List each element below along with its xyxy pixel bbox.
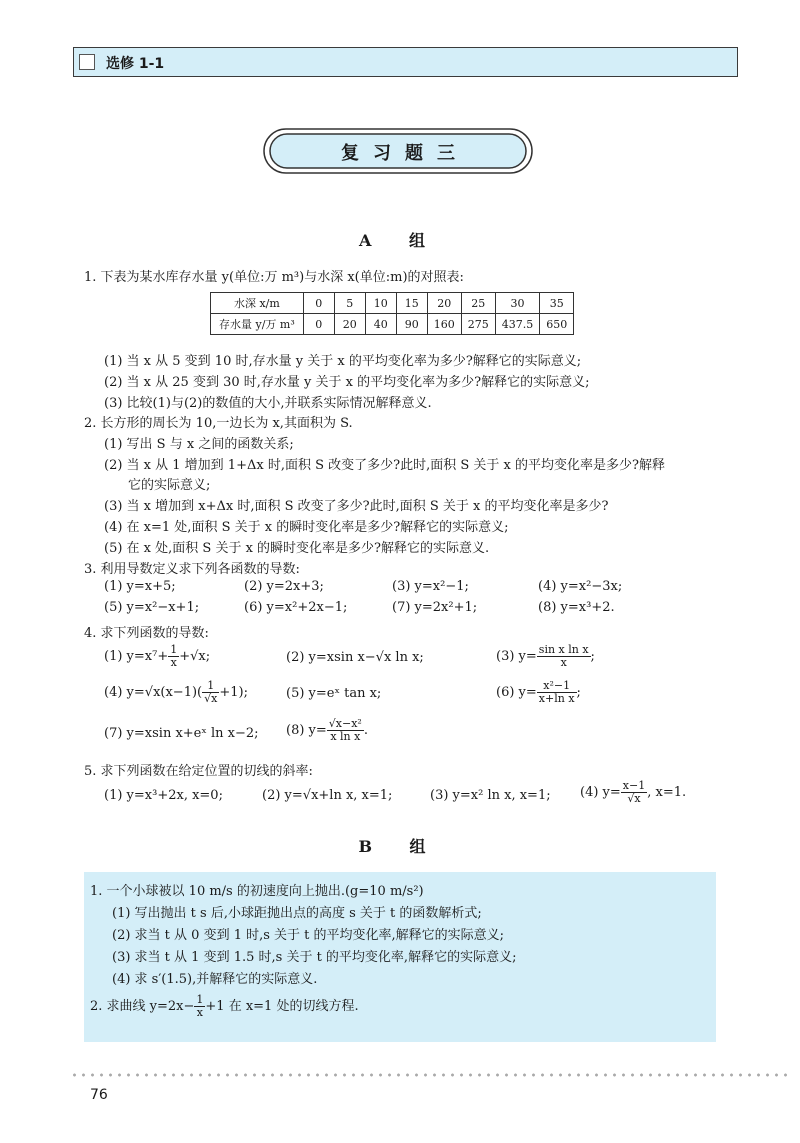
q3-item: (7) y=2x²+1; [392,600,478,615]
fraction [202,680,219,705]
denominator: x [560,656,567,669]
q4-item-5: (5) y=eˣ tan x; [286,686,382,701]
fraction [327,718,364,743]
expr-text: +1); [219,685,248,700]
q1-part-3: (3) 比较(1)与(2)的数值的大小,并联系实际情况解释意义. [104,396,432,411]
table-cell: 0 [303,314,334,335]
b1-part-3: (3) 求当 t 从 1 变到 1.5 时,s 关于 t 的平均变化率,解释它的实际意义; [112,950,517,965]
q4-item-7: (7) y=xsin x+eˣ ln x−2; [104,726,259,741]
table-cell: 35 [540,293,574,314]
page-number: 76 [90,1087,108,1103]
q4-item-3 [496,644,595,669]
table-cell: 15 [396,293,427,314]
b2-question [90,994,359,1019]
header-square-icon [79,54,95,70]
b1-part-4: (4) 求 s′(1.5),并解释它的实际意义. [112,972,318,987]
table-cell: 10 [365,293,396,314]
expr-text: , x=1. [647,785,687,800]
q5-item-2: (2) y=√x+ln x, x=1; [262,788,393,803]
numerator: 1 [196,993,204,1006]
data-table [210,292,574,335]
numerator: 1 [170,643,178,656]
fraction [194,994,205,1019]
q2-part-5: (5) 在 x 处,面积 S 关于 x 的瞬时变化率是多少?解释它的实际意义. [104,541,490,556]
table-cell: 20 [427,293,461,314]
q4-item-1 [104,644,210,669]
expr-text: . [363,723,368,738]
q3-item: (4) y=x²−3x; [538,579,623,594]
q4-item-2: (2) y=xsin x−√x ln x; [286,650,424,665]
expr-text: ; [576,685,581,700]
group-b-heading: B 组 [358,837,442,856]
expr-text: +√x; [179,649,211,664]
q2-part-1: (1) 写出 S 与 x 之间的函数关系; [104,437,294,452]
q3-item: (8) y=x³+2. [538,600,615,615]
table-cell: 5 [334,293,365,314]
fraction [621,780,647,805]
b1-stem: 1. 一个小球被以 10 m/s 的初速度向上抛出.(g=10 m/s²) [90,884,424,899]
q3-item: (1) y=x+5; [104,579,176,594]
denominator: √x [204,692,218,705]
q3-item: (6) y=x²+2x−1; [244,600,348,615]
b1-part-2: (2) 求当 t 从 0 变到 1 时,s 关于 t 的平均变化率,解释它的实际意义; [112,928,505,943]
numerator: √x−x² [328,717,362,730]
expr-text: (3) y= [496,649,537,664]
denominator: x+ln x [538,692,575,705]
q3-item: (3) y=x²−1; [392,579,469,594]
table-row-label: 存水量 y/万 m³ [211,314,304,335]
table-cell: 40 [365,314,396,335]
fraction [537,680,577,705]
q3-item: (2) y=2x+3; [244,579,324,594]
q2-part-2: (2) 当 x 从 1 增加到 1+Δx 时,面积 S 改变了多少?此时,面积 S 关于 x 的平均变化率是多少?解释 [104,458,665,473]
table-cell: 20 [334,314,365,335]
table-cell: 25 [461,293,495,314]
q1-part-2: (2) 当 x 从 25 变到 30 时,存水量 y 关于 x 的平均变化率为多少?解释它的实际意义; [104,375,590,390]
q2-part-2-cont: 它的实际意义; [128,478,211,493]
table-row-label: 水深 x/m [211,293,304,314]
b1-part-1: (1) 写出抛出 t s 后,小球距抛出点的高度 s 关于 t 的函数解析式; [112,906,482,921]
expr-text: 2. 求曲线 y=2x− [90,999,195,1014]
q2-stem: 2. 长方形的周长为 10,一边长为 x,其面积为 S. [84,416,353,431]
denominator: x [196,1006,204,1019]
q2-part-4: (4) 在 x=1 处,面积 S 关于 x 的瞬时变化率是多少?解释它的实际意义; [104,520,509,535]
table-cell: 650 [540,314,574,335]
page-title: 复习题三 [341,143,469,164]
q4-item-6 [496,680,581,705]
q5-item-1: (1) y=x³+2x, x=0; [104,788,223,803]
table-row [211,314,574,335]
expr-text: (4) y=√x(x−1)( [104,685,203,700]
numerator: x−1 [622,779,646,792]
q3-item: (5) y=x²−x+1; [104,600,200,615]
table-row [211,293,574,314]
q5-stem: 5. 求下列函数在给定位置的切线的斜率: [84,764,313,779]
q5-item-4 [580,780,686,805]
expr-text: ; [590,649,595,664]
q1-stem: 1. 下表为某水库存水量 y(单位:万 m³)与水深 x(单位:m)的对照表: [84,270,464,285]
table-cell: 437.5 [495,314,540,335]
header-label: 选修 1-1 [106,56,165,72]
expr-text: +1 在 x=1 处的切线方程. [205,999,359,1014]
table-cell: 275 [461,314,495,335]
q4-item-8 [286,718,368,743]
q1-part-1: (1) 当 x 从 5 变到 10 时,存水量 y 关于 x 的平均变化率为多少?解释它的实际意义; [104,354,582,369]
q5-item-3: (3) y=x² ln x, x=1; [430,788,551,803]
q3-stem: 3. 利用导数定义求下列各函数的导数: [84,562,300,577]
section-title-banner [263,128,533,174]
numerator: 1 [202,680,219,693]
q4-item-4 [104,680,248,705]
denominator: x ln x [330,730,361,743]
table-cell: 160 [427,314,461,335]
footer-dotted-rule [70,1073,790,1077]
denominator: x [170,656,177,669]
denominator: √x [627,792,641,805]
q2-part-3: (3) 当 x 增加到 x+Δx 时,面积 S 改变了多少?此时,面积 S 关于 x 的平均变化率是多少? [104,499,609,514]
numerator: sin x ln x [538,643,589,656]
fraction [537,644,591,669]
numerator: x²−1 [537,680,577,693]
expr-text: (6) y= [496,685,537,700]
expr-text: (8) y= [286,723,327,738]
q4-stem: 4. 求下列函数的导数: [84,626,209,641]
group-a-heading: A 组 [359,231,441,250]
fraction [168,644,179,669]
table-cell: 90 [396,314,427,335]
chapter-header [73,47,738,77]
table-cell: 0 [303,293,334,314]
expr-text: (1) y=x⁷+ [104,649,169,664]
table-cell: 30 [495,293,540,314]
expr-text: (4) y= [580,785,621,800]
